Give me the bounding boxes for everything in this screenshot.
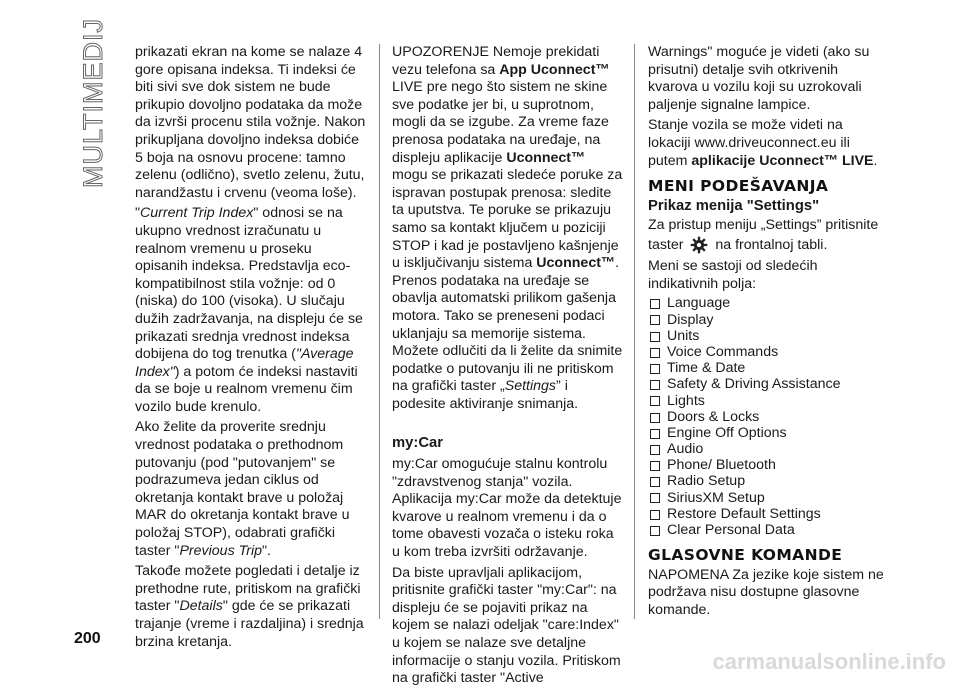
paragraph: Meni se sastoji od sledećih indikativnih polja: <box>648 257 818 292</box>
checkbox-icon <box>650 445 660 455</box>
list-item: Display <box>648 312 888 328</box>
checkbox-icon <box>650 477 660 487</box>
section-title: MULTIMEDIJ <box>78 18 108 188</box>
checkbox-icon <box>650 348 660 358</box>
checkbox-icon <box>650 429 660 439</box>
checkbox-icon <box>650 315 660 325</box>
paragraph: NAPOMENA Za jezike koje sistem ne podržava nisu dostupne glasovne komande. <box>648 566 884 618</box>
list-item: Phone/ Bluetooth <box>648 458 888 474</box>
checkbox-icon <box>650 510 660 520</box>
watermark: carmanualsonline.info <box>712 649 946 674</box>
column-divider <box>379 44 380 619</box>
list-item: Units <box>648 329 888 345</box>
paragraph: Takođe možete pogledati i detalje iz prethodne rute, pritiskom na grafički taster "Details" gde će se prikazati trajanje (vreme i razdaljina) i srednja brzina kretanja. <box>135 563 364 650</box>
paragraph: my:Car omogućuje stalnu kontrolu "zdravstvenog stanja" vozila. Aplikacija my:Car može da detektuje kvarove u realnom vremenu i da o tome obavesti vozača o isteku roka u kom treba izvršiti održavanje. <box>392 456 622 561</box>
list-item: Doors & Locks <box>648 409 888 425</box>
checkbox-icon <box>650 526 660 536</box>
column-3 <box>648 44 888 622</box>
list-item: Audio <box>648 442 888 458</box>
list-item: Lights <box>648 393 888 409</box>
column-1 <box>135 44 367 654</box>
voice-commands-heading: GLASOVNE KOMANDE <box>648 545 843 564</box>
paragraph: "Current Trip Index" odnosi se na ukupno vrednost izračunatu u realnom vremenu u proseku opisanih indeksa. Predstavlja eco- kompatibilnost stila vožnje: od 0 (niska) do 100 (visoka). U slučaju dužih zadržavanja, na displeju će se prikazati srednja vrednost indeksa dobijena do tog trenutka ("Average Index") a potom će indeksi nastaviti da se boje u realnom vremenu čim vozilo bude krenulo. <box>135 205 363 415</box>
list-item: Voice Commands <box>648 345 888 361</box>
paragraph: Da biste upravljali aplikacijom, pritisnite grafički taster "my:Car": na displeju će se pojaviti prikaz na kojem se nalazi odeljak "care:Index" u kojem se nalaze sve detaljne informacije o stanju vozila. Pritiskom na grafički taster "Active <box>392 564 621 687</box>
menu-settings-heading: MENI PODEŠAVANJA <box>648 177 829 196</box>
column-divider <box>634 44 635 619</box>
checkbox-icon <box>650 493 660 503</box>
settings-subheading: Prikaz menija "Settings" <box>648 197 820 214</box>
checkbox-icon <box>650 332 660 342</box>
column-2 <box>392 44 624 691</box>
paragraph: Stanje vozila se može videti na lokaciji www.driveuconnect.eu ili putem aplikacije Uconnect™ LIVE. <box>648 117 878 169</box>
checkbox-icon <box>650 380 660 390</box>
mycar-heading: my:Car <box>392 435 443 452</box>
checkbox-icon <box>650 396 660 406</box>
checkbox-icon <box>650 461 660 471</box>
settings-list <box>648 296 888 539</box>
list-item: Safety & Driving Assistance <box>648 377 888 393</box>
paragraph: prikazati ekran na kome se nalaze 4 gore opisana indeksa. Ti indeksi će biti sivi sve dok sistem ne bude prikupio dovoljno podataka da može da izvrši procenu stila vožnje. Nakon prikupljana dovoljno indeksa dobiće 5 boja na osnovu procene: tamno zelenu (odlično), svetlo zelenu, žutu, narandžastu i crvenu (veoma loše). <box>135 44 366 201</box>
list-item: Clear Personal Data <box>648 523 888 539</box>
gear-icon <box>689 235 709 255</box>
list-item: Time & Date <box>648 361 888 377</box>
list-item: Language <box>648 296 888 312</box>
paragraph: UPOZORENJE Nemoje prekidati vezu telefona sa App Uconnect™ LIVE pre nego što sistem ne skine sve podatke jer bi, u suprotnom, mogli da se izgube. Za vreme faze prenosa podataka na uređaje, na displeju aplikacije Uconnect™ mogu se prikazati sledeće poruke za ispravan postupak prenosa: sledite ta uputstva. Te poruke se prikazuju samo sa kontakt ključem u poziciji STOP i kad je postavljeno kašnjenje u isključivanju sistema Uconnect™. Prenos podataka na uređaje se obavlja automatski prilikom gašenja motora. Tako se preneseni podaci uklanjaju sa memorije sistema. Možete odlučiti da li želite da snimite podatke o putovanju ili ne pritiskom na grafički taster „Settings” i podesite aktiviranje snimanja. <box>392 44 623 412</box>
list-item: SiriusXM Setup <box>648 490 888 506</box>
paragraph: Ako želite da proverite srednju vrednost podataka o prethodnom putovanju (pod "putovanjem" se podrazumeva jedan ciklus od okretanja kontakt brave u položaj MAR do okretanja kontakt brave u položaj STOP), odabrati grafički taster "Previous Trip". <box>135 419 350 559</box>
list-item: Radio Setup <box>648 474 888 490</box>
paragraph: Warnings" moguće je videti (ako su prisutni) detalje svih otkrivenih kvarova u vozilu koji su uzrokovali paljenje signalne lampice. <box>648 44 870 113</box>
checkbox-icon <box>650 299 660 309</box>
list-item: Engine Off Options <box>648 426 888 442</box>
list-item: Restore Default Settings <box>648 507 888 523</box>
page-number: 200 <box>74 630 101 647</box>
checkbox-icon <box>650 413 660 423</box>
checkbox-icon <box>650 364 660 374</box>
paragraph: Za pristup meniju „Settings” pritisnite taster na frontalnoj tabli. <box>648 217 888 255</box>
